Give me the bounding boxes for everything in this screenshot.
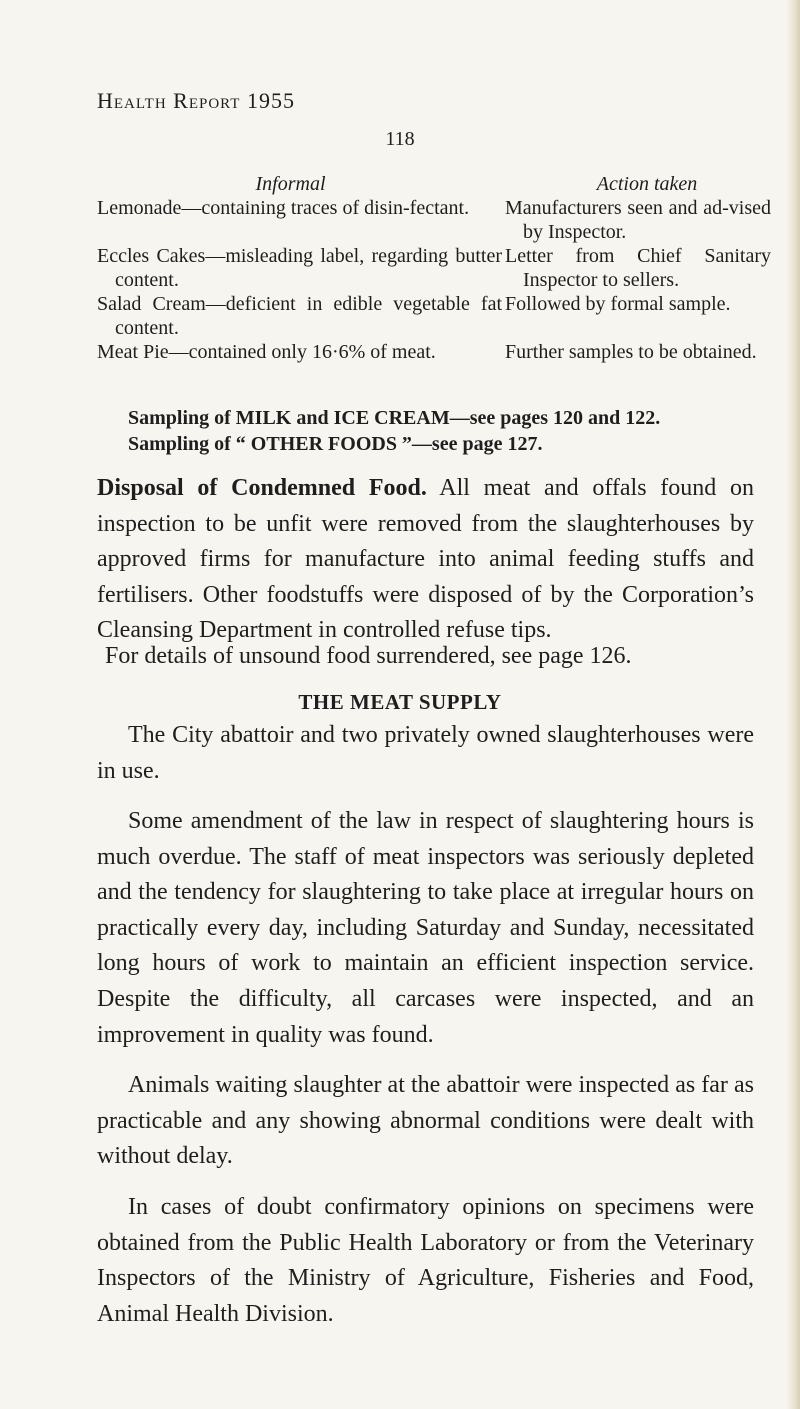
disposal-details: For details of unsound food surrendered, see page 126. [105,643,632,669]
column-heading-action: Action taken [596,173,698,195]
sample-item: Meat Pie—contained only 16·6% of meat. [97,341,436,363]
sample-action: Further samples to be obtained. [505,341,757,363]
sample-item: Eccles Cakes—misleading label, regarding butter content. [97,245,502,291]
disposal-paragraph [97,471,754,649]
sample-action: Letter from Chief Sanitary Inspector to sellers. [505,245,771,291]
sample-item: Salad Cream—deficient in edible vegetable fat content. [97,293,502,339]
page-number: 118 [385,128,415,150]
sample-action: Manufacturers seen and ad-vised by Inspector. [505,197,771,243]
table-header-row [97,172,771,196]
meat-paragraph: Some amendment of the law in respect of slaughtering hours is much overdue. The staff of meat inspectors was seriously depleted and the tendency for slaughtering to take place at irregular hours on practically every day, including Saturday and Sunday, necessitated long hours of work to maintain an efficient inspection service. Despite the difficulty, all carcases were inspected, and an improvement in quality was found. [97,808,754,1048]
disposal-heading: Disposal of Condemned Food. [97,475,427,501]
table-row [97,196,771,244]
sample-item: Lemonade—containing traces of disin-fectant. [97,197,470,219]
disposal-text: All meat and offals found on inspection to be unfit were removed from the slaughterhouses by approved firms for manufacture into animal feeding stuffs and fertilisers. Other foodstuffs were disposed of by the Corporation’s Cleansing Department in controlled refuse tips. [97,475,754,644]
table-row [97,292,771,340]
meat-paragraph: The City abattoir and two privately owned slaughterhouses were in use. [97,722,754,784]
sampling-milk-reference: Sampling of MILK and ICE CREAM—see pages 120 and 122. [128,407,661,429]
meat-paragraph: In cases of doubt confirmatory opinions on specimens were obtained from the Public Health Laboratory or from the Veterinary Inspectors of the Ministry of Agriculture, Fisheries and Food, Animal Health Division. [97,1194,754,1327]
sample-action: Followed by formal sample. [505,293,731,315]
running-title: Health Report 1955 [97,88,295,113]
table-row [97,244,771,292]
section-title-meat-supply: THE MEAT SUPPLY [298,690,502,714]
column-heading-informal: Informal [255,173,326,195]
table-row [97,340,771,364]
meat-paragraph: Animals waiting slaughter at the abattoir were inspected as far as practicable and any showing abnormal conditions were dealt with without delay. [97,1072,754,1170]
informal-samples-table [97,172,771,364]
sampling-other-reference: Sampling of “ OTHER FOODS ”—see page 127. [128,433,543,455]
